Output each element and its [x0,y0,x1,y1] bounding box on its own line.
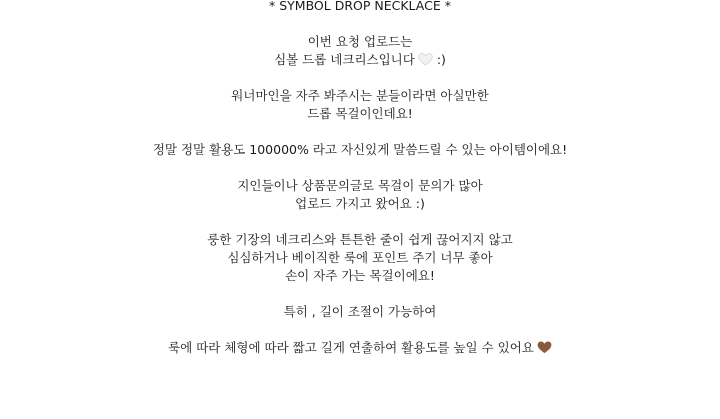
para1-line-1: 워너마인을 자주 봐주시는 분들이라면 아실만한 [231,88,489,103]
product-title: * SYMBOL DROP NECKLACE * [269,0,451,13]
brown-heart-icon [537,341,552,359]
title-line [0,0,720,15]
para4-line-1: 룽한 기장의 네크리스와 튼튼한 줄이 쉽게 끊어지지 않고 [207,232,513,247]
para5-line-1: 특히 , 길이 조절이 가능하여 [283,304,437,319]
para3-line-2: 업로드 가지고 왔어요 :) [295,196,425,211]
para6-line-1: 룩에 따라 체형에 따라 짧고 길게 연출하여 활용도를 높일 수 있어요 [0,339,720,357]
para4-line-2: 심심하거나 베이직한 룩에 포인트 주기 너무 좋아 [227,250,493,265]
para3-line-1: 지인들이나 상품문의글로 목걸이 문의가 많아 [237,178,483,193]
para2-line-1: 정말 정말 활용도 100000% 라고 자신있게 말씀드릴 수 있는 아이템이에요! [152,142,568,157]
para1-line-2: 드롭 목걸이인데요! [307,106,413,121]
white-heart-icon [418,53,433,71]
para4-line-3: 손이 자주 가는 목걸이에요! [285,268,435,283]
intro-line-1: 이번 요청 업로드는 [307,34,413,49]
intro-line-2: 심볼 드롭 네크리스입니다 :) [0,51,720,69]
